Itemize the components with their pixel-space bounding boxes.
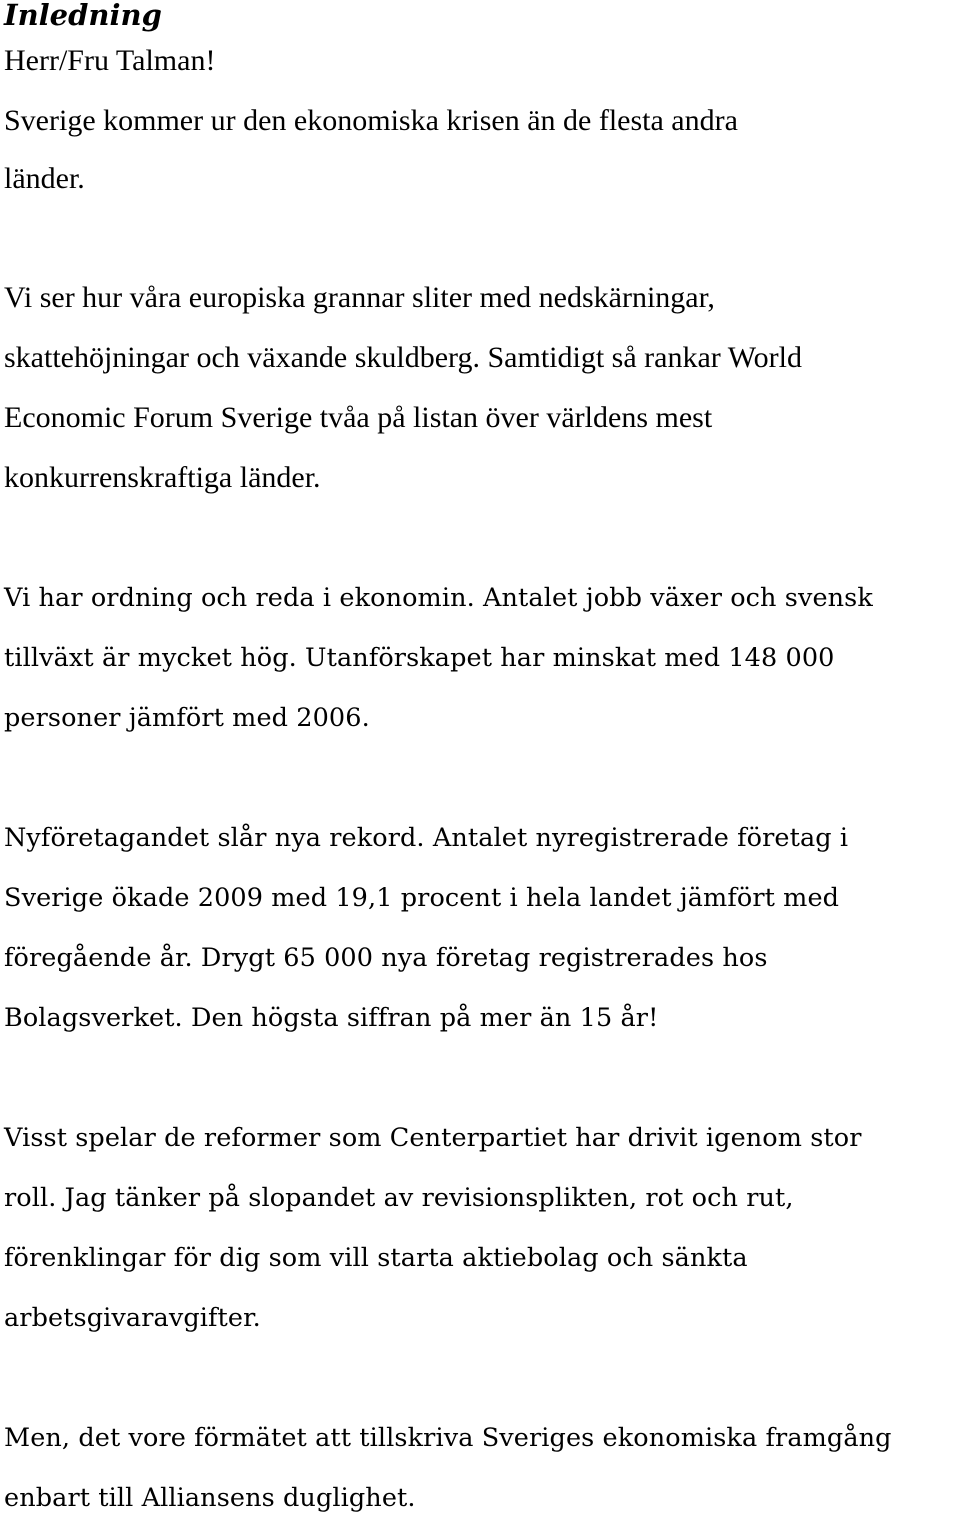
salutation: Herr/Fru Talman!: [4, 44, 216, 77]
paragraph-line: Vi har ordning och reda i ekonomin. Antalet jobb växer och svensk: [4, 583, 873, 613]
paragraph-1: [4, 92, 958, 208]
paragraph-line: Nyföretagandet slår nya rekord. Antalet nyregistrerade företag i: [4, 823, 849, 853]
section-heading: Inledning: [4, 0, 162, 32]
paragraph-line: Sverige kommer ur den ekonomiska krisen än de flesta andra: [4, 104, 738, 137]
paragraph-line: föregående år. Drygt 65 000 nya företag registrerades hos: [4, 943, 768, 973]
paragraph-gap: [4, 1348, 958, 1408]
paragraph-4: [4, 808, 958, 1048]
paragraph-gap: [4, 748, 958, 808]
paragraph-line: Vi ser hur våra europiska grannar sliter med nedskärningar,: [4, 281, 715, 314]
paragraph-6: [4, 1408, 958, 1528]
paragraph-gap: [4, 508, 958, 568]
paragraph-line: enbart till Alliansens duglighet.: [4, 1483, 416, 1513]
paragraph-line: skattehöjningar och växande skuldberg. Samtidigt så rankar World: [4, 341, 802, 374]
paragraph-gap: [4, 208, 958, 268]
paragraph-line: Economic Forum Sverige tvåa på listan över världens mest: [4, 401, 713, 434]
paragraph-line: Sverige ökade 2009 med 19,1 procent i hela landet jämfört med: [4, 883, 840, 913]
paragraph-3: [4, 568, 958, 748]
paragraph-line: Men, det vore förmätet att tillskriva Sveriges ekonomiska framgång: [4, 1423, 892, 1453]
paragraph-line: Bolagsverket. Den högsta siffran på mer än 15 år!: [4, 1003, 659, 1033]
paragraph-line: konkurrenskraftiga länder.: [4, 461, 321, 494]
paragraph-gap: [4, 1048, 958, 1108]
paragraph-5: [4, 1108, 958, 1348]
paragraph-line: personer jämfört med 2006.: [4, 703, 370, 733]
paragraph-line: tillväxt är mycket hög. Utanförskapet har minskat med 148 000: [4, 643, 835, 673]
paragraph-line: förenklingar för dig som vill starta aktiebolag och sänkta: [4, 1243, 748, 1273]
paragraph-line: arbetsgivaravgifter.: [4, 1303, 261, 1333]
paragraph-line: Visst spelar de reformer som Centerpartiet har drivit igenom stor: [4, 1123, 862, 1153]
paragraph-line: roll. Jag tänker på slopandet av revisionsplikten, rot och rut,: [4, 1183, 794, 1213]
paragraph-line: länder.: [4, 162, 85, 195]
document-page: [4, 0, 958, 1528]
paragraph-2: [4, 268, 958, 508]
